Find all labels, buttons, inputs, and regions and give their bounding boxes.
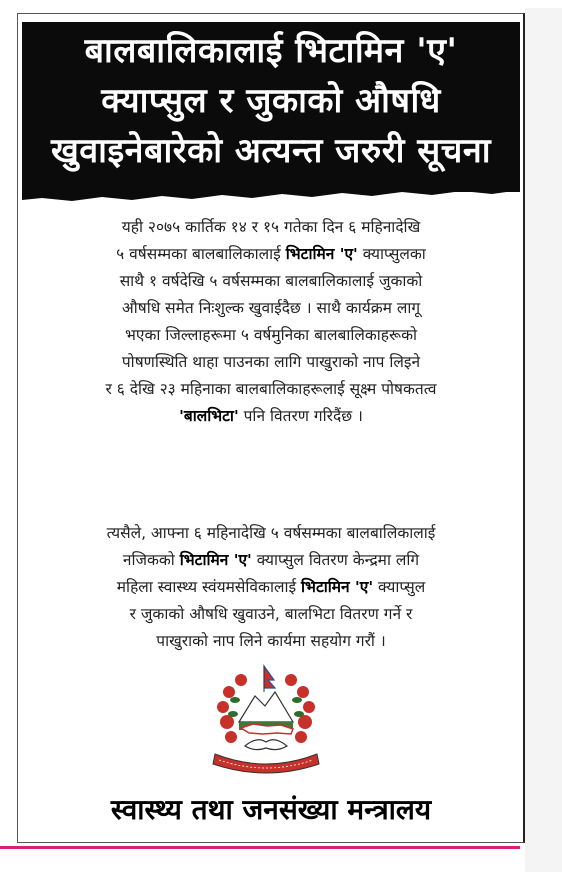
p1-l2-text: ५ वर्षसम्मका बालबालिकालाई: [116, 245, 286, 263]
p1-line-5: भएका जिल्लाहरूमा ५ वर्षमुनिका बालबालिकाहरूको: [125, 326, 417, 344]
nepal-government-emblem-icon: [207, 662, 325, 780]
title-line-1: बालबालिकालाई भिटामिन 'ए': [84, 31, 458, 71]
p2-line-3: [40, 574, 502, 601]
notice-title: [22, 26, 520, 176]
torn-edge: [22, 186, 520, 202]
p2-l3-text-end: क्याप्सुल: [373, 578, 426, 596]
p1-line-6: पोषणस्थिति थाहा पाउनका लागि पाखुराको नाप लिइने: [121, 353, 421, 371]
vitamin-a-emphasis: भिटामिन 'ए': [179, 551, 252, 569]
ministry-name: स्वास्थ्य तथा जनसंख्या मन्त्रालय: [110, 793, 432, 826]
vitamin-a-emphasis: भिटामिन 'ए': [301, 578, 374, 596]
title-line-3: खुवाइनेबारेको अत्यन्त जरुरी सूचना: [50, 131, 492, 171]
p2-l2-text: नजिकको: [122, 551, 180, 569]
p1-line-3: साथै १ वर्षदेखि ५ वर्षसम्मका बालबालिकालाई जुकाको: [119, 272, 423, 290]
p2-l3-text: महिला स्वास्थ्य स्वंयमसेविकालाई: [116, 578, 302, 596]
p1-line-1: यही २०७५ कार्तिक १४ र १५ गतेका दिन ६ महिनादेखि: [121, 218, 421, 236]
p2-line-4: र जुकाको औषधि खुवाउने, बालभिटा वितरण गर्ने र: [129, 605, 413, 623]
p2-line-1: त्यसैले, आफ्ना ६ महिनादेखि ५ वर्षसम्मका बालबालिकालाई: [106, 524, 436, 542]
notice-paragraph-2: [40, 520, 502, 655]
p2-line-2: [40, 547, 502, 574]
vitamin-a-emphasis: भिटामिन 'ए': [285, 245, 358, 263]
page-edge: [525, 8, 562, 872]
accent-line: [0, 846, 520, 849]
p2-l2-text-end: क्याप्सुल वितरण केन्द्रमा लगि: [251, 551, 420, 569]
p1-line-2: [40, 241, 502, 268]
p2-line-5: पाखुराको नाप लिने कार्यमा सहयोग गरौं ।: [156, 632, 386, 650]
notice-paragraph-1: [40, 214, 502, 430]
p1-l2-text-end: क्याप्सुलका: [357, 245, 426, 263]
p1-line-7: र ६ देखि २३ महिनाका बालबालिकाहरूलाई सूक्ष्म पोषकतत्व: [105, 380, 437, 398]
p1-line-8: [40, 403, 502, 430]
title-line-2: क्याप्सुल र जुकाको औषधि: [101, 81, 441, 121]
p1-line-4: औषधि समेत निःशुल्क खुवाईदैछ । साथै कार्यक्रम लागू: [121, 299, 421, 317]
p1-l8-text: पनि वितरण गरिदैंछ ।: [238, 407, 363, 425]
balvita-emphasis: 'बालभिटा': [179, 407, 239, 425]
